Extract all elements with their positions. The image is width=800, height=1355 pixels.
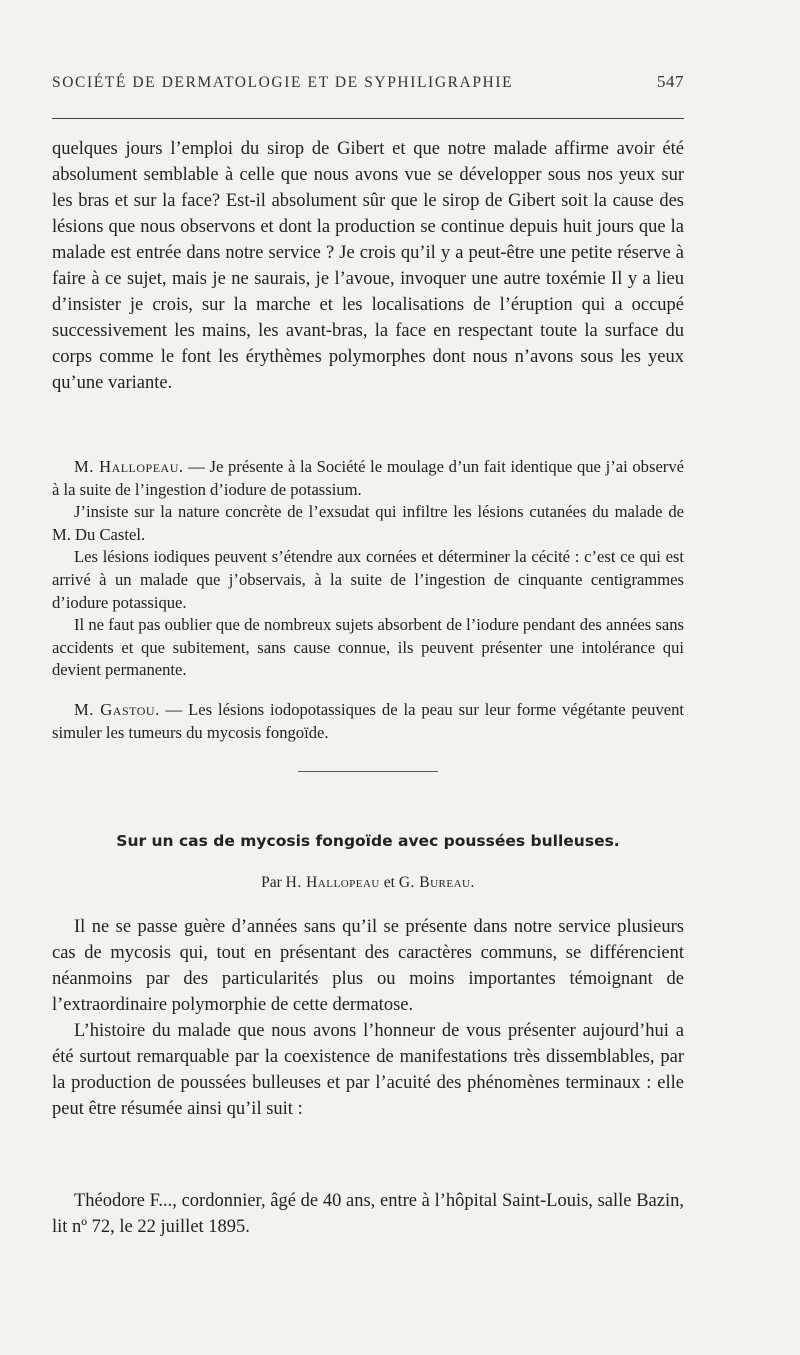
paragraph-text: quelques jours l’emploi du sirop de Gibert et que notre malade affirme avoir été absolument semblable à celle que nous avons vue se développer sous nos yeux sur les bras et sur la face? Est-il absolument sûr que le sirop de Gibert soit la cause des lésions que nous observons et dont la production se continue depuis huit jours que la malade est entrée dans notre service ? Je crois qu’il y a peut-être une petite réserve à faire à ce sujet, mais je ne saurais, je l’avoue, invoquer une autre toxémie Il y a lieu d’insister je crois, sur la marche et les localisations de l’éruption qui a occupé successivement les mains, les avant-bras, la face en respectant toute la surface du corps comme le font les érythèmes polymorphes dont nous n’avons sous les yeux qu’une variante.	[52, 139, 684, 393]
page-number: 547	[657, 72, 684, 91]
remark-paragraph: J’insiste sur la nature concrète de l’exsudat qui infiltre les lésions cutanées du malade de M. Du Castel.	[52, 502, 684, 544]
case-intro	[52, 1188, 684, 1240]
author-name: H. Hallopeau	[285, 874, 380, 891]
remark-paragraph: Les lésions iodiques peuvent s’étendre aux cornées et déterminer la cécité : c’est ce qui est arrivé à un malade que j’observais, à la suite de l’ingestion de cinquante centigrammes d’iodure potassique.	[52, 547, 684, 612]
running-header	[52, 74, 684, 92]
remark-paragraph	[52, 699, 684, 744]
byline-and: et	[383, 874, 395, 891]
continued-paragraph	[52, 136, 684, 396]
remark-paragraph	[52, 456, 684, 501]
article-body	[52, 914, 684, 1122]
body-paragraph: Il ne se passe guère d’années sans qu’il se présente dans notre service plusieurs cas de mycosis qui, tout en présentant des caractères communs, se différencient néanmoins par des particularités plus ou moins importantes témoignant de l’extraordinaire polymorphie de cette dermatose.	[52, 917, 684, 1015]
article-byline	[52, 874, 684, 892]
speaker-name: M. Gastou.	[74, 700, 160, 719]
gastou-remark	[52, 699, 684, 744]
remark-paragraph: Il ne faut pas oublier que de nombreux sujets absorbent de l’iodure pendant des années sans accidents et que subitement, sans cause connue, ils peuvent présenter une intolérance qui devient permanente.	[52, 615, 684, 680]
byline-prefix: Par	[261, 874, 282, 891]
remark-text: — Je présente à la Société le moulage d’un fait identique que j’ai observé à la suite de l’ingestion d’iodure de potassium.	[52, 457, 684, 499]
author-name: G. Bureau.	[398, 874, 475, 891]
header-rule	[52, 118, 684, 119]
running-title: SOCIÉTÉ DE DERMATOLOGIE ET DE SYPHILIGRAPHIE	[52, 74, 514, 91]
hallopeau-remark	[52, 456, 684, 682]
speaker-name: M. Hallopeau.	[74, 457, 184, 476]
section-separator	[298, 771, 438, 772]
article-title: Sur un cas de mycosis fongoïde avec poussées bulleuses.	[116, 832, 620, 850]
body-paragraph: Théodore F..., cordonnier, âgé de 40 ans, entre à l’hôpital Saint-Louis, salle Bazin, lit nº 72, le 22 juillet 1895.	[52, 1191, 684, 1237]
remark-text: — Les lésions iodopotassiques de la peau sur leur forme végétante peuvent simuler les tumeurs du mycosis fongoïde.	[52, 700, 685, 742]
body-paragraph: L’histoire du malade que nous avons l’honneur de vous présenter aujourd’hui a été surtout remarquable par la coexistence de manifestations très dissemblables, par la production de poussées bulleuses et par l’acuité des phénomènes terminaux : elle peut être résumée ainsi qu’il suit :	[52, 1021, 684, 1119]
